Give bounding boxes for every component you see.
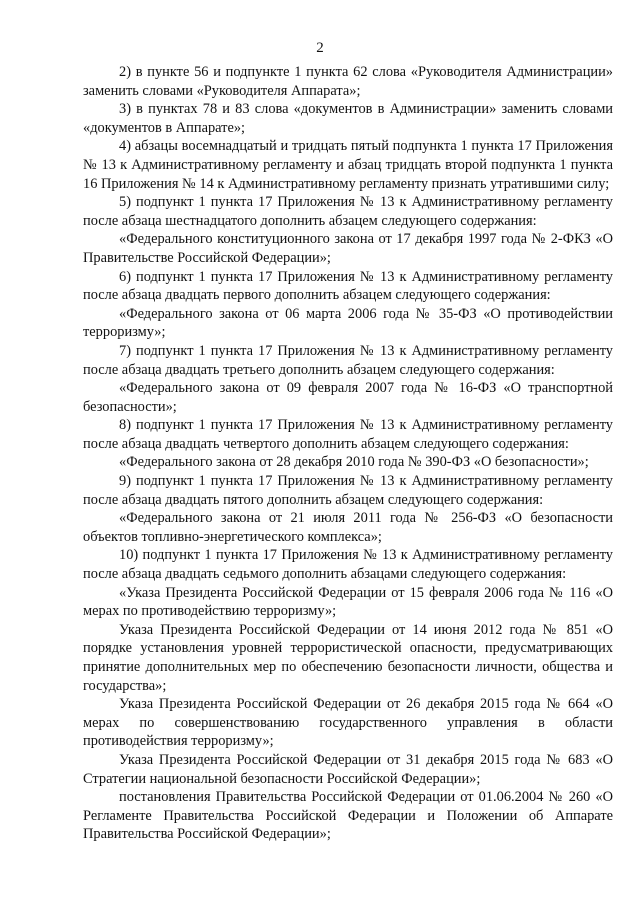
paragraph-item-4: 4) абзацы восемнадцатый и тридцать пятый подпункта 1 пункта 17 Приложения № 13 к Административному регламенту и абзац тридцать второй подпункта 1 пункта 16 Приложения № 14 к Административному регламенту признать утратившими силу; xyxy=(83,138,613,192)
paragraph-item-3: 3) в пунктах 78 и 83 слова «документов в Администрации» заменить словами «документов в Аппарате»; xyxy=(83,101,613,136)
quote-ukaz-116: «Указа Президента Российской Федерации от 15 февраля 2006 года № 116 «О мерах по противодействию терроризму»; xyxy=(83,584,613,620)
quote-postanovlenie-260: постановления Правительства Российской Федерации от 01.06.2004 № 260 «О Регламенте Правительства Российской Федерации и Положении об Аппарате Правительства Российской Федерации»; xyxy=(83,789,613,843)
paragraph-item-10: 10) подпункт 1 пункта 17 Приложения № 13 к Административному регламенту после абзаца двадцать седьмого дополнить абзацами следующего содержания: xyxy=(83,547,613,583)
quote-fz-35: «Федерального закона от 06 марта 2006 года № 35-ФЗ «О противодействии терроризму»; xyxy=(83,305,613,341)
quote-ukaz-664: Указа Президента Российской Федерации от 26 декабря 2015 года № 664 «О мерах по совершенствованию государственного управления в области противодействия терроризму»; xyxy=(83,696,613,750)
paragraph-item-2: 2) в пункте 56 и подпункте 1 пункта 62 слова «Руководителя Администрации» заменить словами «Руководителя Аппарата»; xyxy=(83,64,613,99)
paragraph-item-7: 7) подпункт 1 пункта 17 Приложения № 13 к Административному регламенту после абзаца двадцать третьего дополнить абзацем следующего содержания: xyxy=(83,342,613,378)
quote-fz-16: «Федерального закона от 09 февраля 2007 года № 16-ФЗ «О транспортной безопасности»; xyxy=(83,380,613,415)
paragraph-item-8: 8) подпункт 1 пункта 17 Приложения № 13 к Административному регламенту после абзаца двадцать четвертого дополнить абзацем следующего содержания: xyxy=(83,417,613,452)
document-body xyxy=(83,63,613,844)
quote-fz-256: «Федерального закона от 21 июля 2011 года № 256-ФЗ «О безопасности объектов топливно-энергетического комплекса»; xyxy=(83,510,613,545)
paragraph-item-5: 5) подпункт 1 пункта 17 Приложения № 13 к Административному регламенту после абзаца шестнадцатого дополнить абзацем следующего содержания: xyxy=(83,194,613,229)
paragraph-item-6: 6) подпункт 1 пункта 17 Приложения № 13 к Административному регламенту после абзаца двадцать первого дополнить абзацем следующего содержания: xyxy=(83,268,613,304)
quote-fkz-2: «Федерального конституционного закона от 17 декабря 1997 года № 2-ФКЗ «О Правительстве Российской Федерации»; xyxy=(83,231,613,266)
page-number: 2 xyxy=(316,40,324,56)
quote-ukaz-851: Указа Президента Российской Федерации от 14 июня 2012 года № 851 «О порядке установления уровней террористической опасности, предусматривающих принятие дополнительных мер по обеспечению безопасности личности, общества и государства»; xyxy=(83,621,613,694)
quote-ukaz-683: Указа Президента Российской Федерации от 31 декабря 2015 года № 683 «О Стратегии национальной безопасности Российской Федерации»; xyxy=(83,751,613,787)
quote-fz-390: «Федерального закона от 28 декабря 2010 года № 390-ФЗ «О безопасности»; xyxy=(119,454,589,471)
paragraph-item-9: 9) подпункт 1 пункта 17 Приложения № 13 к Административному регламенту после абзаца двадцать пятого дополнить абзацем следующего содержания: xyxy=(83,473,613,508)
